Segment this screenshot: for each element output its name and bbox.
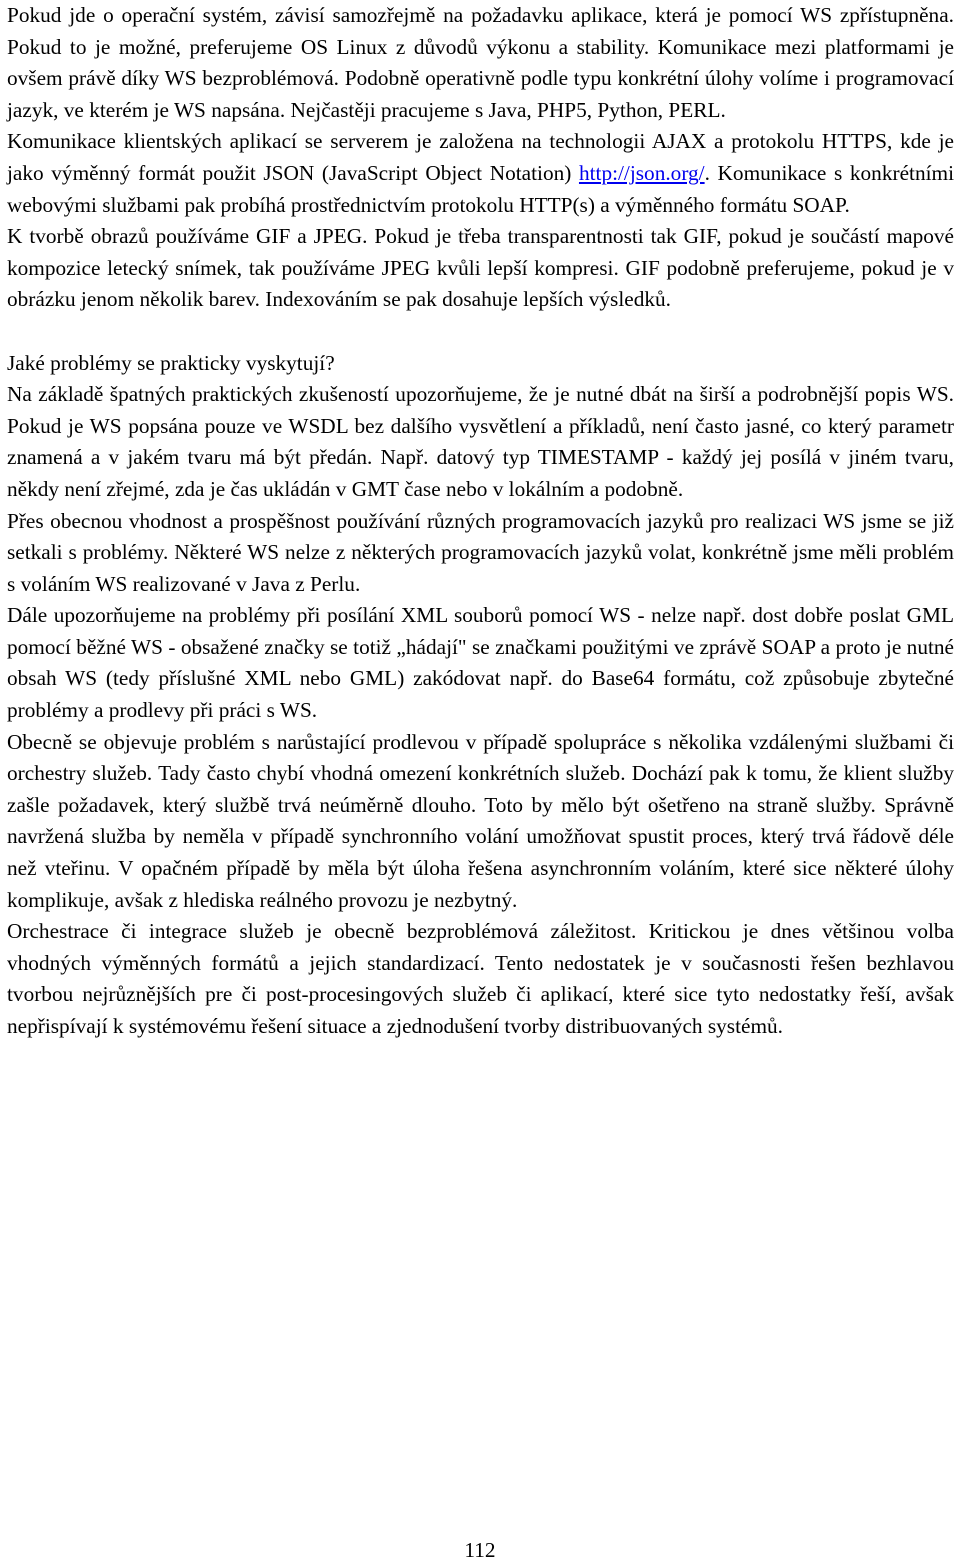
- json-org-link[interactable]: http://json.org/: [578, 160, 705, 185]
- paragraph-xml-transfer: Dále upozorňujeme na problémy při posílání XML souborů pomocí WS - nelze např. dost dobře poslat GML pomocí běžné WS - obsažené značky se totiž „hádají" se značkami použitými ve zprávě SOAP a proto je nutné obsah WS (tedy příslušné XML nebo GML) zakódovat např. do Base64 formátu, což způsobuje zbytečné problémy a prodlevy při práci s WS.: [7, 603, 954, 723]
- paragraph-client-communication: [7, 126, 954, 221]
- paragraph-latency: Obecně se objevuje problém s narůstající prodlevou v případě spolupráce s několika vzdálenými službami či orchestry služeb. Tady často chybí vhodná omezení konkrétních služeb. Dochází pak k tomu, že klient služby zašle požadavek, který službě trvá neúměrně dlouho. Toto by mělo být ošetřeno na straně služby. Správně navržená služba by neměla v případě synchronního volání umožňovat spustit proces, který trvá řádově déle než vteřinu. V opačném případě by měla být úloha řešena asynchronním voláním, které sice některé úlohy komplikuje, avšak z hlediska reálného provozu je nezbytný.: [7, 729, 954, 912]
- paragraph-client-communication-text: Komunikace klientských aplikací se serverem je založena na technologii AJAX a protokolu HTTPS, kde je jako výměnný formát použit JSON (JavaScript Object Notation): [7, 129, 954, 185]
- paragraph-ws-description: Na základě špatných praktických zkušeností upozorňujeme, že je nutné dbát na širší a podrobnější popis WS. Pokud je WS popsána pouze ve WSDL bez dalšího vysvětlení a příkladů, není často jasné, co který parametr znamená a v jakém tvaru má být předán. Např. datový typ TIMESTAMP - každý jej posílá v jiném tvaru, někdy není zřejmé, zda je čas ukládán v GMT čase nebo v lokálním a podobně.: [7, 382, 954, 501]
- paragraph-programming-languages: Přes obecnou vhodnost a prospěšnost používání různých programovacích jazyků pro realizaci WS jsme se již setkali s problémy. Některé WS nelze z některých programovacích jazyků volat, konkrétně jsme měli problém s voláním WS realizované v Java z Perlu.: [7, 508, 954, 596]
- paragraph-orchestration: Orchestrace či integrace služeb je obecně bezproblémová záležitost. Kritickou je dnes většinou volba vhodných výměnných formátů a jejich standardizací. Tento nedostatek je v současnosti řešen bezhlavou tvorbou nejrůznějších pre či post-procesingových služeb či aplikací, které sice tyto nedostatky řeší, avšak nepřispívají k systémovému řešení situace a zjednodušení tvorby distribuovaných systémů.: [7, 919, 954, 1038]
- section-heading-problems: Jaké problémy se prakticky vyskytují?: [7, 350, 335, 375]
- paragraph-image-formats: K tvorbě obrazů používáme GIF a JPEG. Pokud je třeba transparentnosti tak GIF, pokud je součástí mapové kompozice letecký snímek, tak používáme JPEG kvůli lepší kompresi. GIF podobně preferujeme, pokud je v obrázku jenom několik barev. Indexováním se pak dosahuje lepších výsledků.: [7, 224, 954, 312]
- paragraph-client-communication-tail: . Komunikace s konkrétními webovými službami pak probíhá prostřednictvím protokolu HTTP(s) a výměnného formátu SOAP.: [7, 160, 954, 217]
- page-number: 112: [464, 1538, 496, 1562]
- blank-line: [7, 316, 954, 348]
- paragraph-os-and-languages: Pokud jde o operační systém, závisí samozřejmě na požadavku aplikace, která je pomocí WS zpřístupněna. Pokud to je možné, preferujeme OS Linux z důvodů výkonu a stability. Komunikace mezi platformami je ovšem právě díky WS bezproblémová. Podobně operativně podle typu konkrétní úlohy volíme i programovací jazyk, ve kterém je WS napsána. Nejčastěji pracujeme s Java, PHP5, Python, PERL.: [7, 3, 954, 122]
- document-page: [7, 0, 954, 1043]
